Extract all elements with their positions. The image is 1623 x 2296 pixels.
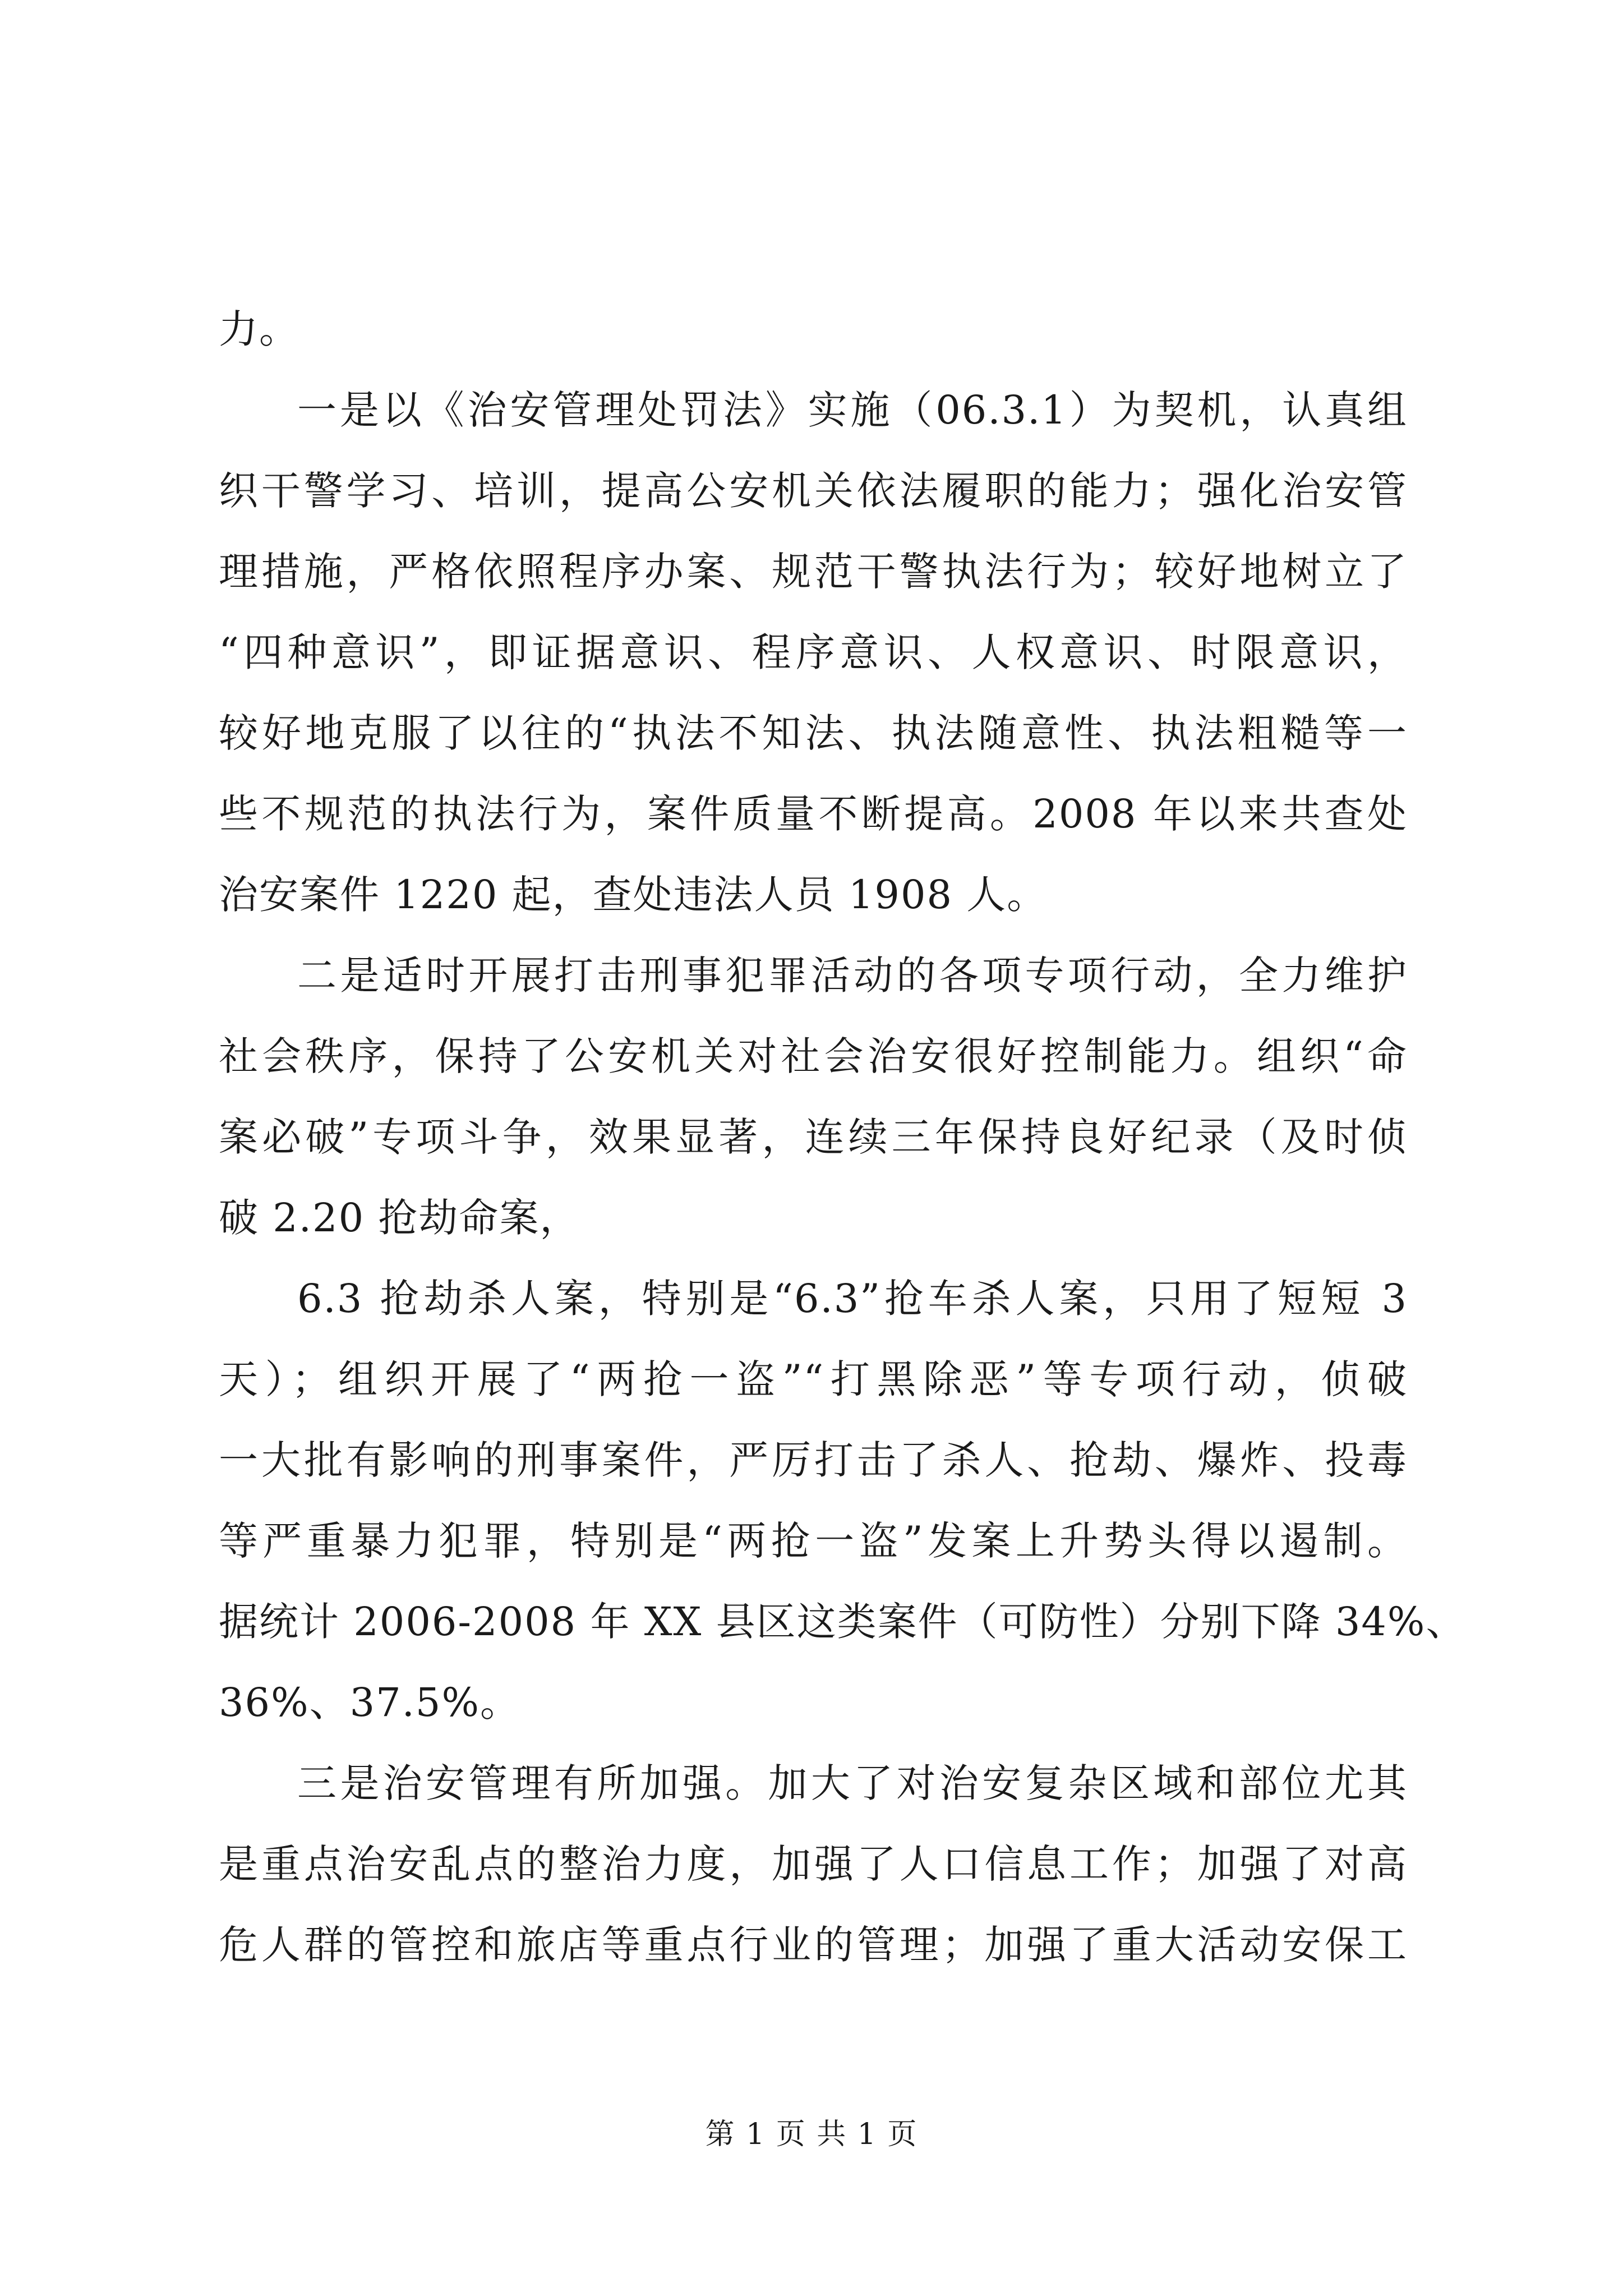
text-line-12: 破 2.20 抢劫命案， [219, 1195, 580, 1241]
text-line-2: 一是以《治安管理处罚法》实施（06.3.1）为契机，认真组 [297, 387, 1408, 433]
page-number-label: 第 1 页 共 1 页 [705, 2118, 918, 2151]
text-line-11: 案必破”专项斗争，效果显著，连续三年保持良好纪录（及时侦 [219, 1114, 1408, 1160]
text-line-15: 一大批有影响的刑事案件，严厉打击了杀人、抢劫、爆炸、投毒 [219, 1437, 1408, 1483]
page-footer [0, 2115, 1623, 2154]
text-line-13: 6.3 抢劫杀人案，特别是“6.3”抢车杀人案，只用了短短 3 [297, 1276, 1408, 1322]
text-line-8: 治安案件 1220 起，查处违法人员 1908 人。 [219, 872, 1048, 918]
text-line-4: 理措施，严格依照程序办案、规范干警执法行为；较好地树立了 [219, 549, 1408, 595]
text-line-5: “四种意识”，即证据意识、程序意识、人权意识、时限意识， [219, 629, 1408, 675]
text-line-14: 天）；组织开展了“两抢一盗”“打黑除恶”等专项行动，侦破 [219, 1356, 1408, 1402]
document-body [219, 303, 1467, 1999]
text-line-17: 据统计 2006-2008 年 XX 县区这类案件（可防性）分别下降 34%、 [219, 1599, 1467, 1645]
text-line-19: 三是治安管理有所加强。加大了对治安复杂区域和部位尤其 [297, 1760, 1408, 1806]
text-line-1: 力。 [219, 306, 299, 352]
text-line-7: 些不规范的执法行为，案件质量不断提高。2008 年以来共查处 [219, 791, 1408, 837]
text-line-3: 织干警学习、培训，提高公安机关依法履职的能力；强化治安管 [219, 468, 1408, 514]
text-line-16: 等严重暴力犯罪，特别是“两抢一盗”发案上升势头得以遏制。 [219, 1518, 1408, 1564]
text-line-18: 36%、37.5%。 [219, 1680, 520, 1726]
text-line-6: 较好地克服了以往的“执法不知法、执法随意性、执法粗糙等一 [219, 710, 1408, 756]
text-line-10: 社会秩序，保持了公安机关对社会治安很好控制能力。组织“命 [219, 1033, 1408, 1079]
text-line-20: 是重点治安乱点的整治力度，加强了人口信息工作；加强了对高 [219, 1841, 1408, 1887]
text-line-9: 二是适时开展打击刑事犯罪活动的各项专项行动，全力维护 [297, 953, 1408, 999]
text-line-21: 危人群的管控和旅店等重点行业的管理；加强了重大活动安保工 [219, 1922, 1408, 1968]
